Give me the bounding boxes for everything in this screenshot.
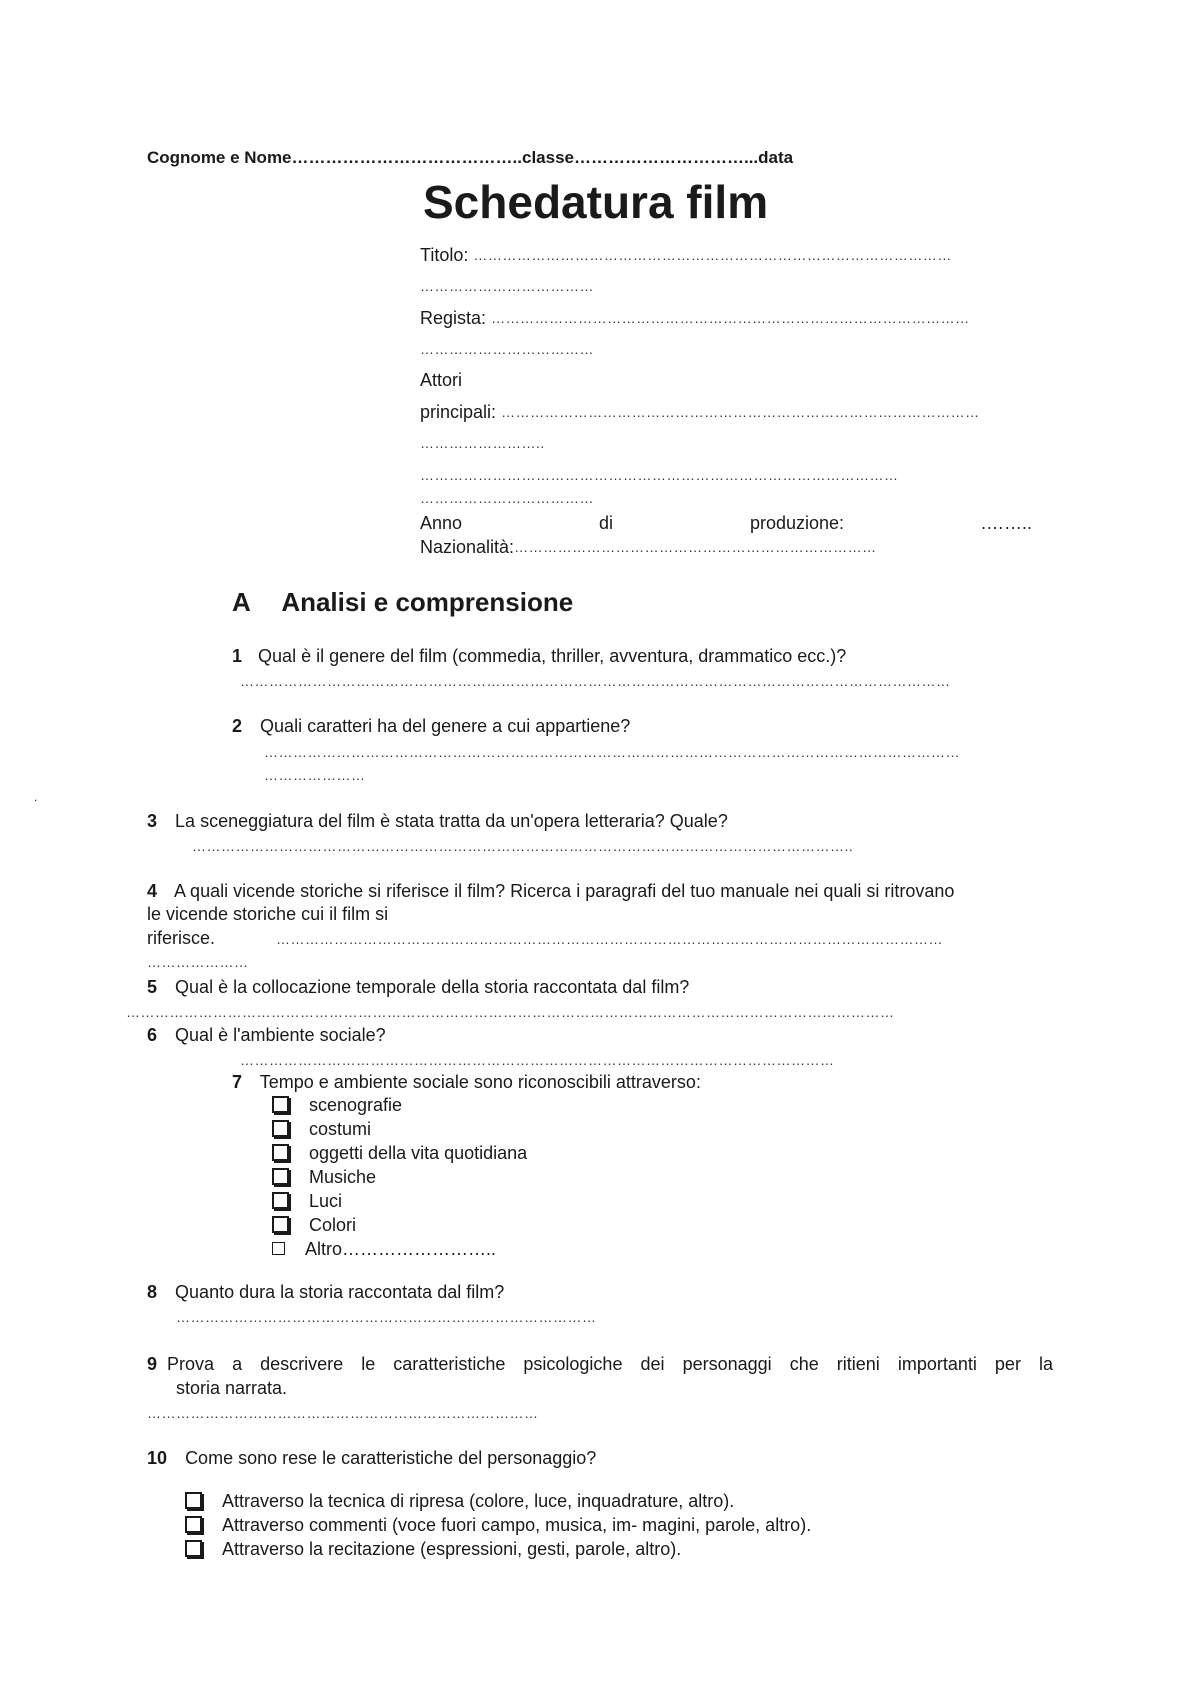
question-1 — [232, 645, 846, 667]
question-text: La sceneggiatura del film è stata tratta da un'opera letteraria? Quale? — [175, 811, 728, 831]
q9-word: descrivere — [260, 1354, 344, 1374]
q9-word: ritieni — [836, 1354, 880, 1374]
question-number: 7 — [232, 1072, 243, 1092]
section-a-heading — [232, 586, 573, 618]
checkbox-icon[interactable] — [185, 1516, 202, 1533]
question-text: A quali vicende storiche si riferisce il film? Ricerca i paragrafi del tuo manuale nei quali si ritrovano — [174, 881, 955, 901]
class-label: classe — [521, 148, 574, 167]
question-number: 9 — [147, 1354, 158, 1374]
regista-row — [420, 307, 1032, 329]
checkbox-icon[interactable] — [272, 1216, 289, 1233]
option-label: Attraverso la recitazione (espressioni, gesti, parole, altro). — [222, 1539, 682, 1559]
question-text: Tempo e ambiente sociale sono riconoscibili attraverso: — [259, 1072, 701, 1092]
checkbox-icon[interactable] — [185, 1492, 202, 1509]
anno-dots[interactable]: .…….. — [980, 513, 1032, 533]
q9-word: le — [361, 1354, 376, 1374]
question-number: 3 — [147, 811, 158, 831]
header-line — [147, 148, 793, 168]
titolo-dots[interactable]: ……………………………………………………………………………………… — [473, 247, 952, 263]
option-row[interactable] — [272, 1214, 527, 1238]
q9-word: che — [789, 1354, 819, 1374]
q9-word: personaggi — [682, 1354, 772, 1374]
question-number: 10 — [147, 1448, 168, 1468]
q9-word: Prova — [167, 1354, 215, 1374]
checkbox-icon[interactable] — [272, 1144, 289, 1161]
date-label: data — [758, 148, 794, 167]
question-text: Quali caratteri ha del genere a cui appartiene? — [260, 716, 631, 736]
question-text: Quanto dura la storia raccontata dal film? — [175, 1282, 505, 1302]
option-label: Luci — [309, 1191, 343, 1211]
question-text: Qual è il genere del film (commedia, thriller, avventura, drammatico ecc.)? — [258, 646, 847, 666]
checkbox-icon[interactable] — [185, 1540, 202, 1557]
answer-line-q8[interactable]: …………………………………………………………………………… — [176, 1309, 597, 1325]
q9-word: per — [994, 1354, 1021, 1374]
attori-label-2: principali: — [420, 402, 497, 422]
checkbox-icon[interactable] — [272, 1242, 285, 1255]
answer-line-q1[interactable]: ………………………………………………………………………………………………………………………………… — [240, 673, 951, 689]
name-dots[interactable]: ………………………………….. — [291, 148, 522, 167]
anno-row — [420, 512, 1032, 534]
q9-word: caratteristiche — [393, 1354, 506, 1374]
nazionalita-dots[interactable]: ………………………………………………………………… — [514, 539, 877, 555]
question-9-line2: storia narrata. — [176, 1378, 288, 1398]
nazionalita-row — [420, 536, 914, 558]
regista-dots-cont[interactable]: ……………………………… — [420, 341, 594, 357]
question-4-line3: riferisce. — [147, 928, 216, 948]
regista-dots[interactable]: ……………………………………………………………………………………… — [491, 310, 970, 326]
option-label: Musiche — [309, 1167, 377, 1187]
section-title: Analisi e comprensione — [281, 587, 574, 617]
q9-word: importanti — [897, 1354, 977, 1374]
option-label: Colori — [309, 1215, 357, 1235]
answer-line-q2b[interactable]: ………………… — [264, 767, 366, 783]
question-number: 4 — [147, 881, 158, 901]
question-number: 5 — [147, 977, 158, 997]
question-text: Qual è la collocazione temporale della storia raccontata dal film? — [175, 977, 690, 997]
question-8 — [147, 1281, 504, 1303]
attori-label-1: Attori — [420, 370, 463, 390]
answer-line-q4b[interactable]: ………………… — [147, 954, 249, 970]
question-4-line1 — [147, 880, 954, 902]
answer-line-q6[interactable]: …………………………………………………………………………………………………………… — [240, 1052, 835, 1068]
attori-dots-line2[interactable]: ……………………………………………………………………………………… — [420, 467, 899, 483]
class-dots[interactable]: …………………………... — [573, 148, 759, 167]
checkbox-icon[interactable] — [272, 1168, 289, 1185]
titolo-row — [420, 244, 1032, 266]
question-number: 6 — [147, 1025, 158, 1045]
option-label: costumi — [309, 1119, 372, 1139]
answer-line-q5[interactable]: …………………………………………………………………………………………………………………………………………… — [126, 1004, 895, 1020]
answer-line-q2a[interactable]: ……………………………………………………………………………………………………………………………… — [264, 744, 960, 760]
option-label: Attraverso la tecnica di ripresa (colore, luce, inquadrature, altro). — [222, 1491, 735, 1511]
answer-line-q9[interactable]: ……………………………………………………………………… — [147, 1405, 539, 1421]
stray-dot: . — [34, 790, 38, 804]
option-row[interactable] — [185, 1514, 811, 1538]
anno-word-3: produzione: — [749, 513, 845, 533]
option-label: Attraverso commenti (voce fuori campo, musica, im- magini, parole, altro). — [222, 1515, 812, 1535]
question-number: 8 — [147, 1282, 158, 1302]
option-row[interactable] — [272, 1142, 527, 1166]
option-row[interactable] — [185, 1490, 811, 1514]
option-row[interactable] — [272, 1238, 527, 1262]
answer-line-q3[interactable]: ……………………………………………………………………………………………………………………….. — [192, 838, 854, 854]
question-number: 1 — [232, 646, 243, 666]
q9-word: a — [232, 1354, 243, 1374]
question-text: Qual è l'ambiente sociale? — [175, 1025, 386, 1045]
page-title: Schedatura film — [423, 176, 769, 228]
question-6 — [147, 1024, 386, 1046]
option-row[interactable] — [272, 1118, 527, 1142]
attori-row — [420, 401, 1032, 423]
question-5 — [147, 976, 689, 998]
checkbox-icon[interactable] — [272, 1120, 289, 1137]
question-4-line2: le vicende storiche cui il film si — [147, 904, 389, 924]
nazionalita-label: Nazionalità: — [420, 537, 515, 557]
option-row[interactable] — [272, 1094, 527, 1118]
option-row[interactable] — [272, 1166, 527, 1190]
question-7 — [232, 1071, 701, 1093]
name-label: Cognome e Nome — [147, 148, 292, 167]
q9-word: dei — [640, 1354, 665, 1374]
attori-dots[interactable]: ……………………………………………………………………………………… — [501, 404, 980, 420]
question-10 — [147, 1447, 596, 1469]
question-2 — [232, 715, 630, 737]
attori-dots-line2-cont[interactable]: ……………………………… — [420, 490, 594, 506]
q7-options — [272, 1094, 527, 1262]
q9-word: psicologiche — [523, 1354, 623, 1374]
anno-word-1: Anno — [420, 513, 463, 533]
question-number: 2 — [232, 716, 243, 736]
regista-label: Regista: — [420, 308, 487, 328]
question-9-line1 — [147, 1353, 1053, 1375]
option-row[interactable] — [185, 1538, 811, 1562]
checkbox-icon[interactable] — [272, 1192, 289, 1209]
attori-dots-cont[interactable]: …………………….. — [420, 435, 545, 451]
titolo-label: Titolo: — [420, 245, 469, 265]
option-row[interactable] — [272, 1190, 527, 1214]
section-letter: A — [232, 587, 250, 617]
q9-word: la — [1038, 1354, 1053, 1374]
q10-options — [185, 1490, 811, 1562]
option-label: oggetti della vita quotidiana — [309, 1143, 528, 1163]
question-text: Come sono rese le caratteristiche del personaggio? — [185, 1448, 597, 1468]
question-3 — [147, 810, 728, 832]
checkbox-icon[interactable] — [272, 1096, 289, 1113]
option-label: Altro…………………….. — [305, 1239, 497, 1259]
titolo-dots-cont[interactable]: ……………………………… — [420, 278, 594, 294]
answer-line-q4a[interactable]: ………………………………………………………………………………………………………………………… — [276, 931, 943, 947]
anno-word-2: di — [598, 513, 613, 533]
option-label: scenografie — [309, 1095, 403, 1115]
